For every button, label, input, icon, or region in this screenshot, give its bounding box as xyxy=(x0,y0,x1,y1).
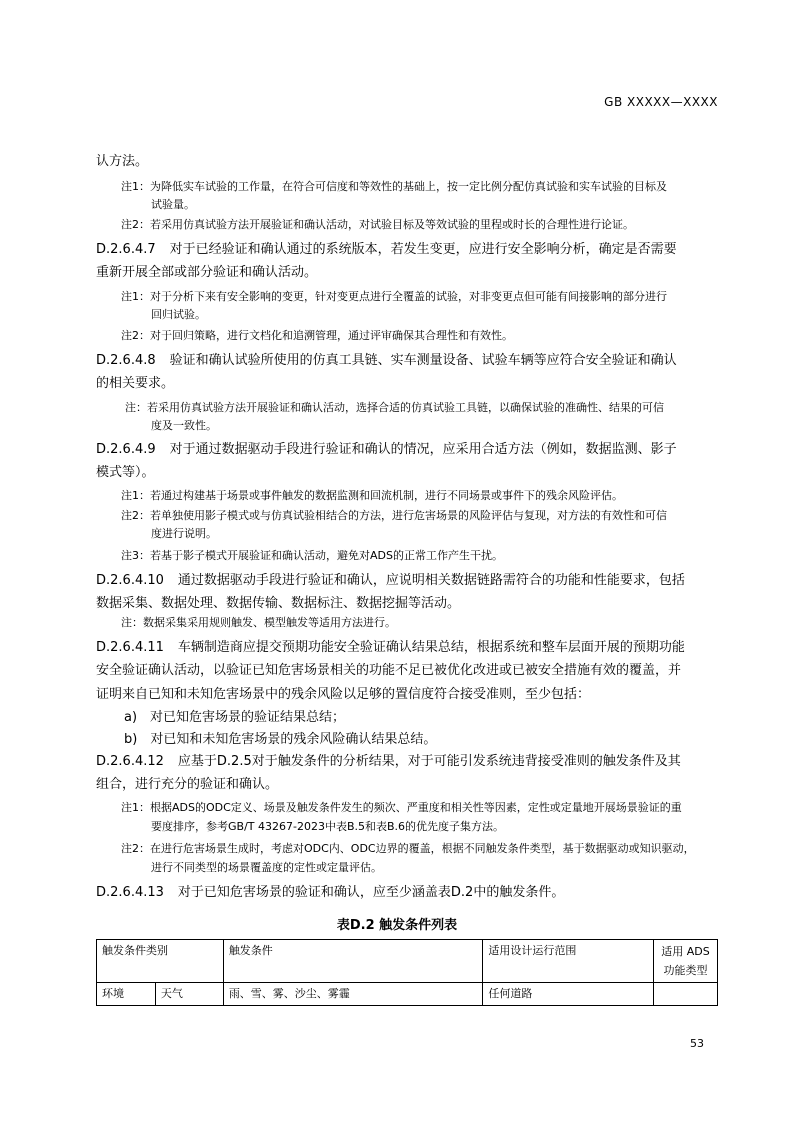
trigger-conditions-table xyxy=(96,939,718,1006)
note-line: 注2：在进行危害场景生成时，考虑对ODC内、ODC边界的覆盖，根据不同触发条件类型，基于数据驱动或知识驱动， xyxy=(121,842,695,855)
table-row xyxy=(97,983,718,1006)
note-line: 注：若采用仿真试验方法开展验证和确认活动，选择合适的仿真试验工具链，以确保试验的准确性、结果的可信 xyxy=(125,401,664,414)
note-line: 注：数据采集采用规则触发、模型触发等适用方法进行。 xyxy=(121,616,396,629)
text-line: 认方法。 xyxy=(96,154,149,169)
table-cell: 环境 xyxy=(97,983,156,1006)
text-line: 模式等）。 xyxy=(96,465,155,480)
clause-line: D.2.6.4.9 对于通过数据驱动手段进行验证和确认的情况，应采用合适方法（例如，数据监测、影子 xyxy=(96,442,677,457)
clause-line: D.2.6.4.10 通过数据驱动手段进行验证和确认，应说明相关数据链路需符合的功能和性能要求，包括 xyxy=(96,573,685,588)
note-line: 注1：根据ADS的ODC定义、场景及触发条件发生的频次、严重度和相关性等因素，定性或定量地开展场景验证的重 xyxy=(121,801,682,814)
text-line: 的相关要求。 xyxy=(96,376,175,391)
note-line: 度及一致性。 xyxy=(151,419,217,432)
clause-number: D.2.6.4.12 xyxy=(96,754,164,769)
note-line: 要度排序，参考GB/T 43267-2023中表B.5和表B.6的优先度子集方法。 xyxy=(151,820,505,833)
note-line: 注2：若采用仿真试验方法开展验证和确认活动，对试验目标及等效试验的里程或时长的合理性进行论证。 xyxy=(121,218,634,231)
table-cell: 天气 xyxy=(155,983,223,1006)
text-line: 证明来自已知和未知危害场景中的残余风险以足够的置信度符合接受准则，至少包括： xyxy=(96,687,591,702)
note-line: 回归试验。 xyxy=(151,308,206,321)
clause-line: D.2.6.4.7 对于已经验证和确认通过的系统版本，若发生变更，应进行安全影响分析，确定是否需要 xyxy=(96,242,677,257)
table-header-row xyxy=(97,940,718,983)
table-cell: 任何道路 xyxy=(483,983,654,1006)
note-line: 注2：对于回归策略，进行文档化和追溯管理，通过评审确保其合理性和有效性。 xyxy=(121,329,513,342)
table-caption: 表D.2 触发条件列表 xyxy=(336,918,458,933)
note-line: 进行不同类型的场景覆盖度的定性或定量评估。 xyxy=(151,861,382,874)
list-item: b) 对已知和未知危害场景的残余风险确认结果总结。 xyxy=(124,732,437,747)
text-line: 安全验证确认活动，以验证已知危害场景相关的功能不足已被优化改进或已被安全措施有效的覆盖，并 xyxy=(96,663,682,678)
text-line: 数据采集、数据处理、数据传输、数据标注、数据挖掘等活动。 xyxy=(96,596,461,611)
table-header-cell: 适用设计运行范围 xyxy=(483,940,654,983)
page-number: 53 xyxy=(690,1037,704,1050)
table-header-cell: 触发条件 xyxy=(223,940,483,983)
document-code: GB XXXXX—XXXX xyxy=(604,95,718,109)
table-header-cell: 触发条件类别 xyxy=(97,940,224,983)
clause-line: D.2.6.4.13 对于已知危害场景的验证和确认，应至少涵盖表D.2中的触发条件。 xyxy=(96,885,565,900)
clause-number: D.2.6.4.10 xyxy=(96,573,164,588)
note-line: 注1：对于分析下来有安全影响的变更，针对变更点进行全覆盖的试验，对非变更点但可能有间接影响的部分进行 xyxy=(121,290,667,303)
note-line: 度进行说明。 xyxy=(151,527,217,540)
note-line: 注1：为降低实车试验的工作量，在符合可信度和等效性的基础上，按一定比例分配仿真试验和实车试验的目标及 xyxy=(121,180,667,193)
clause-number: D.2.6.4.9 xyxy=(96,442,156,457)
note-line: 注1：若通过构建基于场景或事件触发的数据监测和回流机制，进行不同场景或事件下的残余风险评估。 xyxy=(121,489,623,502)
clause-line: D.2.6.4.11 车辆制造商应提交预期功能安全验证确认结果总结，根据系统和整车层面开展的预期功能 xyxy=(96,640,685,655)
note-line: 试验量。 xyxy=(151,198,195,211)
table-cell: 雨、雪、雾、沙尘、雾霾 xyxy=(223,983,483,1006)
text-line: 组合，进行充分的验证和确认。 xyxy=(96,777,279,792)
list-item: a) 对已知危害场景的验证结果总结； xyxy=(124,710,346,725)
clause-number: D.2.6.4.8 xyxy=(96,353,156,368)
clause-number: D.2.6.4.13 xyxy=(96,885,164,900)
clause-line: D.2.6.4.12 应基于D.2.5对于触发条件的分析结果，对于可能引发系统违背接受准则的触发条件及其 xyxy=(96,754,681,769)
note-line: 注2：若单独使用影子模式或与仿真试验相结合的方法，进行危害场景的风险评估与复现，对方法的有效性和可信 xyxy=(121,509,667,522)
clause-line: D.2.6.4.8 验证和确认试验所使用的仿真工具链、实车测量设备、试验车辆等应符合安全验证和确认 xyxy=(96,353,677,368)
text-line: 重新开展全部或部分验证和确认活动。 xyxy=(96,265,318,280)
table-header-cell: 适用 ADS 功能类型 xyxy=(654,940,718,983)
clause-number: D.2.6.4.11 xyxy=(96,640,164,655)
note-line: 注3：若基于影子模式开展验证和确认活动，避免对ADS的正常工作产生干扰。 xyxy=(121,549,503,562)
table-cell xyxy=(654,983,718,1006)
clause-number: D.2.6.4.7 xyxy=(96,242,156,257)
